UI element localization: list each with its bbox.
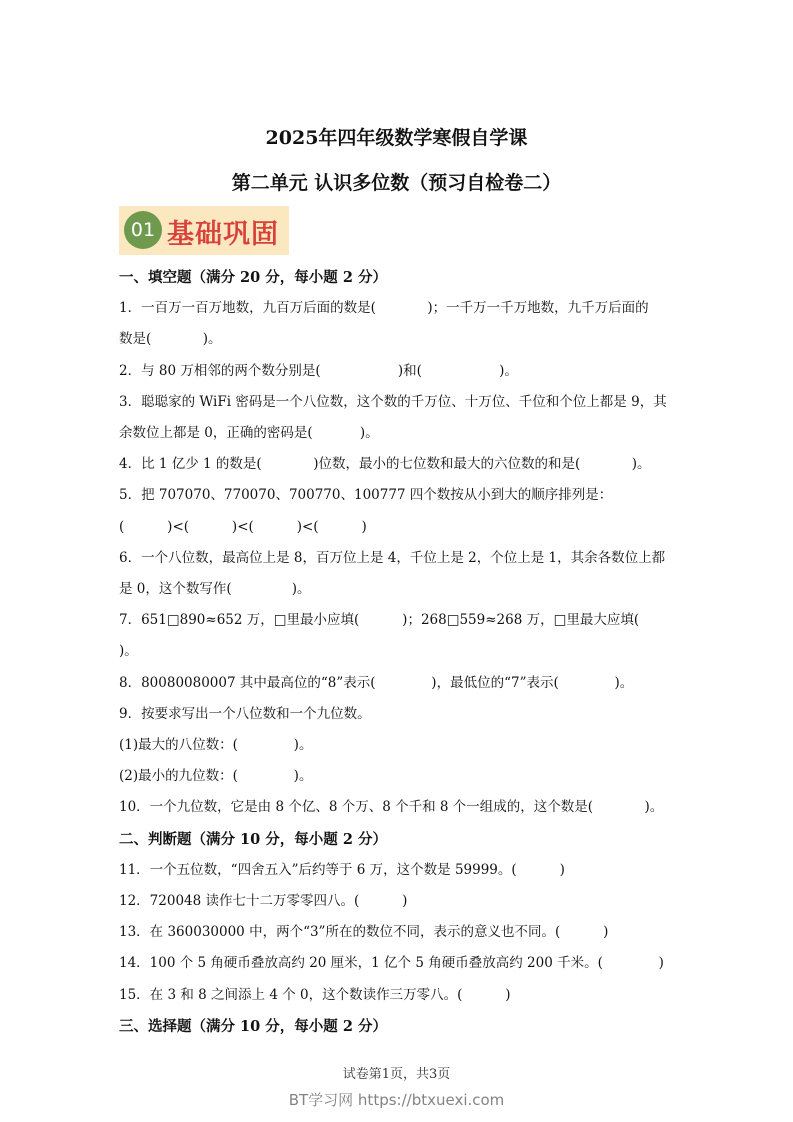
question-line: 11．一个五位数，“四舍五入”后约等于 6 万，这个数是 59999。( ) — [119, 861, 565, 878]
section-badge — [119, 206, 289, 255]
question-body — [119, 262, 699, 1042]
question-line: 余数位上都是 0，正确的密码是( )。 — [119, 425, 379, 442]
page-footer: 试卷第1页，共3页 — [342, 1067, 451, 1082]
question-line: ( )<( )<( )<( ) — [119, 518, 367, 535]
question-line: (1)最大的八位数：( )。 — [119, 737, 313, 754]
question-line: 7．651□890≈652 万，□里最小应填( )；268□559≈268 万，□里最大应填( )。 — [119, 612, 683, 660]
badge-label: 基础巩固 — [167, 219, 279, 250]
question-line: 数是( )。 — [119, 331, 222, 348]
question-line: 14．100 个 5 角硬币叠放高约 20 厘米，1 亿个 5 角硬币叠放高约 200 千米。( ) — [119, 955, 664, 972]
question-line: (2)最小的九位数：( )。 — [119, 768, 313, 785]
question-line: 6．一个八位数，最高位上是 8，百万位上是 4，千位上是 2，个位上是 1，其余各数位上都 — [119, 549, 666, 566]
question-line: 是 0，这个数写作( )。 — [119, 581, 311, 598]
question-line: 5．把 707070、770070、700770、100777 四个数按从小到大的顺序排列是： — [119, 487, 613, 504]
question-line: 8．80080080007 其中最高位的“8”表示( )，最低位的“7”表示( )。 — [119, 674, 634, 691]
question-line: 3．聪聪家的 WiFi 密码是一个八位数，这个数的千万位、十万位、千位和个位上都是 9，其 — [119, 393, 667, 410]
question-line: 4．比 1 亿少 1 的数是( )位数，最小的七位数和最大的六位数的和是( )。 — [119, 456, 651, 473]
question-line: 12．720048 读作七十二万零零四八。( ) — [119, 893, 408, 910]
document-subtitle: 第二单元 认识多位数（预习自检卷二） — [231, 172, 562, 194]
question-line: 15．在 3 和 8 之间添上 4 个 0，这个数读作三万零八。( ) — [119, 986, 511, 1003]
section-heading: 三、选择题（满分 10 分，每小题 2 分） — [119, 1017, 387, 1035]
question-line: 13．在 360030000 中，两个“3”所在的数位不同，表示的意义也不同。( ) — [119, 924, 609, 941]
question-line: 10．一个九位数，它是由 8 个亿、8 个万、8 个千和 8 个一组成的，这个数是( )。 — [119, 799, 664, 816]
question-line: 1．一百万一百万地数，九百万后面的数是( )；一千万一千万地数，九千万后面的 — [119, 300, 649, 317]
watermark: BT学习网 https://btxuexi.com — [288, 1091, 505, 1109]
section-heading: 一、填空题（满分 20 分，每小题 2 分） — [119, 269, 387, 286]
question-line: 9．按要求写出一个八位数和一个九位数。 — [119, 705, 371, 722]
section-heading: 二、判断题（满分 10 分，每小题 2 分） — [119, 830, 387, 848]
document-title: 2025年四年级数学寒假自学课 — [265, 127, 528, 149]
question-line: 2．与 80 万相邻的两个数分别是( )和( )。 — [119, 362, 518, 379]
badge-number: 01 — [124, 211, 162, 249]
